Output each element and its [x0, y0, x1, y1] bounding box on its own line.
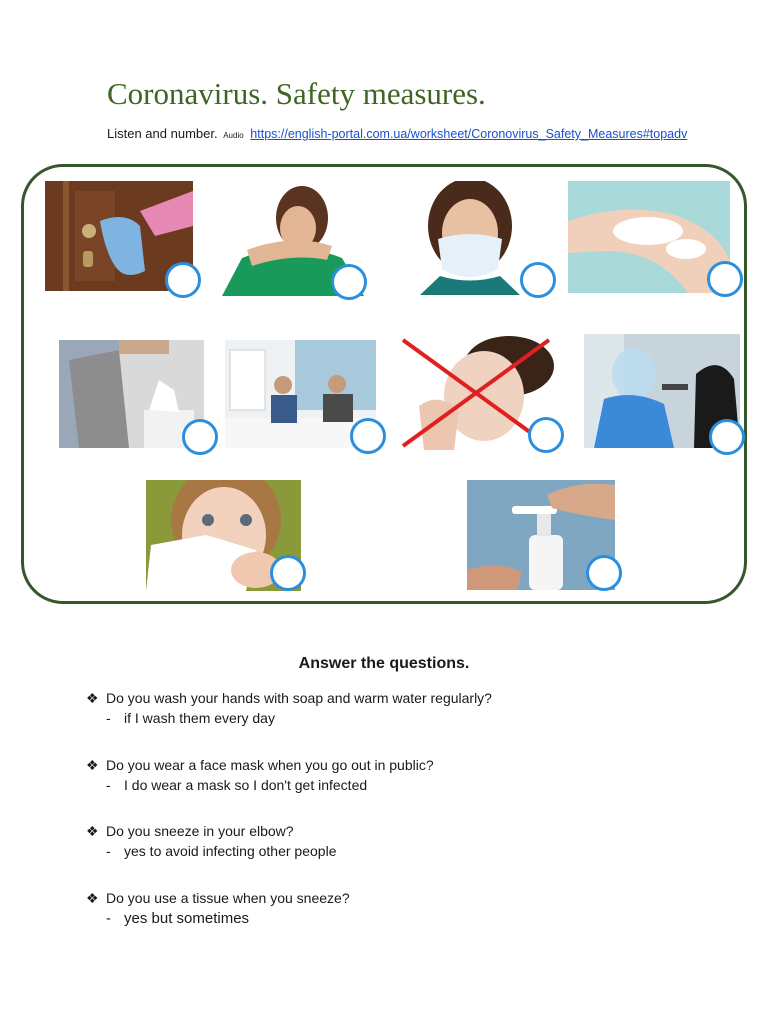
qa-item	[86, 890, 350, 927]
diamond-bullet-icon: ❖	[86, 823, 99, 839]
section-heading: Answer the questions.	[298, 655, 470, 672]
answer-circle-2[interactable]	[331, 264, 367, 300]
qa-item	[86, 690, 492, 726]
answer-text: if I wash them every day	[124, 710, 275, 726]
answer-text: yes to avoid infecting other people	[124, 843, 337, 859]
answer-dash: -	[106, 843, 111, 859]
answer-dash: -	[106, 777, 111, 793]
answer-text: I do wear a mask so I don't get infected	[124, 777, 368, 793]
instruction-text: Listen and number.	[107, 126, 218, 141]
answer-circle-3[interactable]	[520, 262, 556, 298]
answer-text: yes but sometimes	[124, 910, 250, 927]
question-text: Do you sneeze in your elbow?	[106, 823, 294, 839]
audio-label: Audio	[223, 131, 244, 140]
answer-circle-10[interactable]	[586, 555, 622, 591]
answer-circle-9[interactable]	[270, 555, 306, 591]
answer-circle-6[interactable]	[350, 418, 386, 454]
photo-washing-hands-soap	[568, 181, 730, 293]
qa-item	[86, 823, 336, 859]
answer-dash: -	[106, 710, 111, 726]
answer-circle-5[interactable]	[182, 419, 218, 455]
audio-link[interactable]: https://english-portal.com.ua/worksheet/Coronovirus_Safety_Measures#topadv	[250, 127, 688, 141]
photo-woman-wearing-mask	[400, 181, 536, 295]
answer-circle-7[interactable]	[528, 417, 564, 453]
answer-dash: -	[106, 910, 111, 927]
answer-circle-8[interactable]	[709, 419, 745, 455]
page-title: Coronavirus. Safety measures.	[107, 76, 486, 111]
diamond-bullet-icon: ❖	[86, 757, 99, 773]
answer-circle-1[interactable]	[165, 262, 201, 298]
answer-circle-4[interactable]	[707, 261, 743, 297]
instruction-line	[107, 126, 687, 141]
diamond-bullet-icon: ❖	[86, 890, 99, 906]
question-text: Do you wear a face mask when you go out in public?	[106, 757, 434, 773]
qa-item	[86, 757, 434, 793]
question-text: Do you wash your hands with soap and warm water regularly?	[106, 690, 492, 706]
diamond-bullet-icon: ❖	[86, 690, 99, 706]
question-text: Do you use a tissue when you sneeze?	[106, 890, 350, 906]
